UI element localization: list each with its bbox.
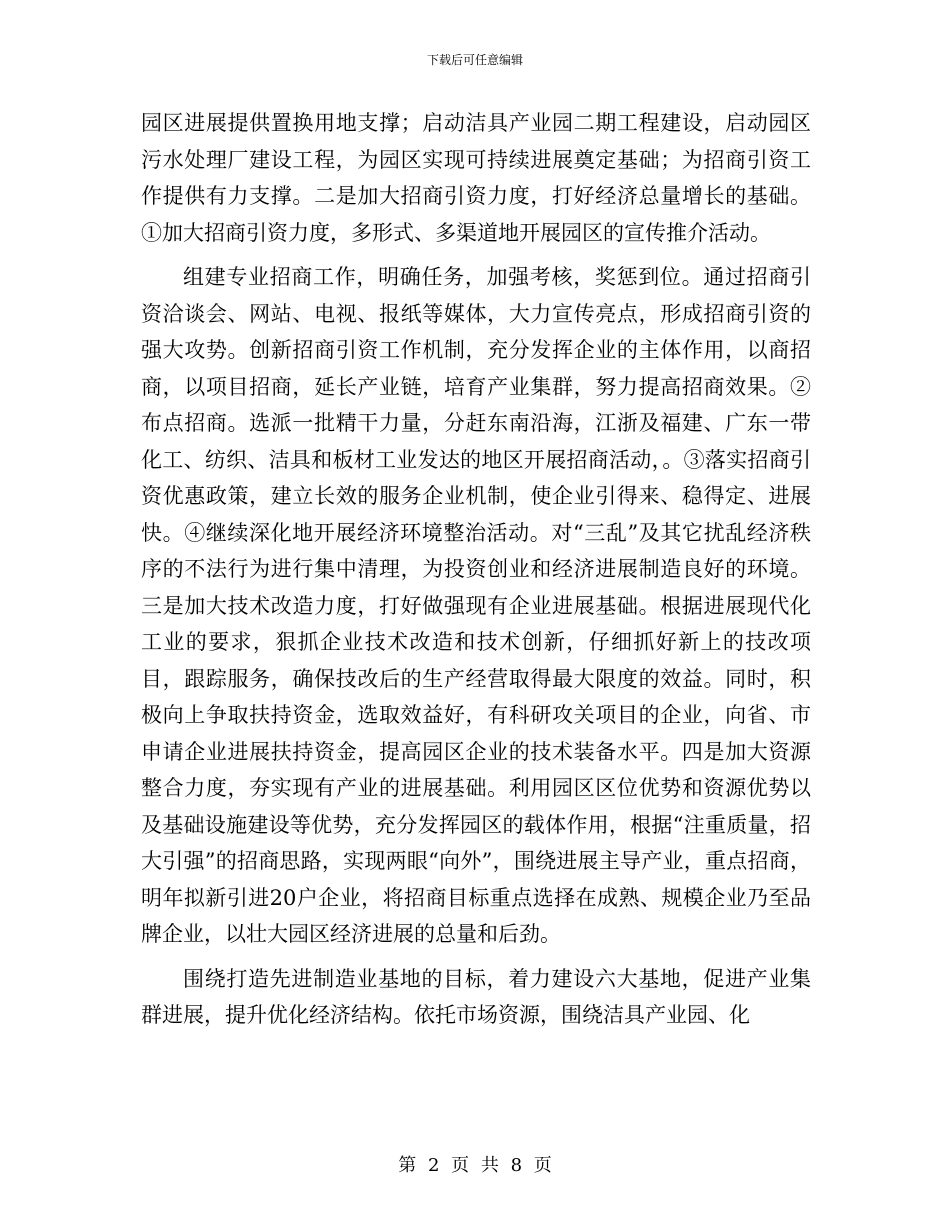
paragraph-manufacturing-base: 围绕打造先进制造业基地的目标，着力建设六大基地，促进产业集群进展，提升优化经济结构。依托市场资源，围绕洁具产业园、化 (141, 966, 811, 1027)
page-header-note: 下载后可任意编辑 (426, 53, 523, 67)
page-number: 第 2 页 共 8 页 (398, 1155, 552, 1176)
paragraph-investment-promotion: 组建专业招商工作，明确任务，加强考核，奖惩到位。通过招商引资洽谈会、网站、电视、报纸等媒体，大力宣传亮点，形成招商引资的强大攻势。创新招商引资工作机制，充分发挥企业的主体作用，以商招商，以项目招商，延长产业链，培育产业集群，努力提高招商效果。②布点招商。选派一批精干力量，分赶东南沿海，江浙及福建、广东一带化工、纺织、洁具和板材工业发达的地区开展招商活动，。③落实招商引资优惠政策，建立长效的服务企业机制，使企业引得来、稳得定、进展快。④继续深化地开展经济环境整治活动。对“三乱”及其它扰乱经济秩序的不法行为进行集中清理，为投资创业和经济进展制造良好的环境。三是加大技术改造力度，打好做强现有企业进展基础。根据进展现代化工业的要求，狠抓企业技术改造和技术创新，仔细抓好新上的技改项目，跟踪服务，确保技改后的生产经营取得最大限度的效益。同时，积极向上争取扶持资金，选取效益好，有科研攻关项目的企业，向省、市申请企业进展扶持资金，提高园区企业的技术装备水平。四是加大资源整合力度，夯实现有产业的进展基础。利用园区区位优势和资源优势以及基础设施建设等优势，充分发挥园区的载体作用，根据“注重质量，招大引强”的招商思路，实现两眼“向外”，围绕进展主导产业，重点招商，明年拟新引进20户企业，将招商目标重点选择在成熟、规模企业乃至品牌企业，以壮大园区经济进展的总量和后劲。 (141, 265, 811, 946)
paragraph-continuation: 园区进展提供置换用地支撑；启动洁具产业园二期工程建设，启动园区污水处理厂建设工程，为园区实现可持续进展奠定基础；为招商引资工作提供有力支撑。二是加大招商引资力度，打好经济总量增长的基础。①加大招商引资力度，多形式、多渠道地开展园区的宣传推介活动。 (141, 111, 811, 245)
document-body (141, 105, 811, 1034)
